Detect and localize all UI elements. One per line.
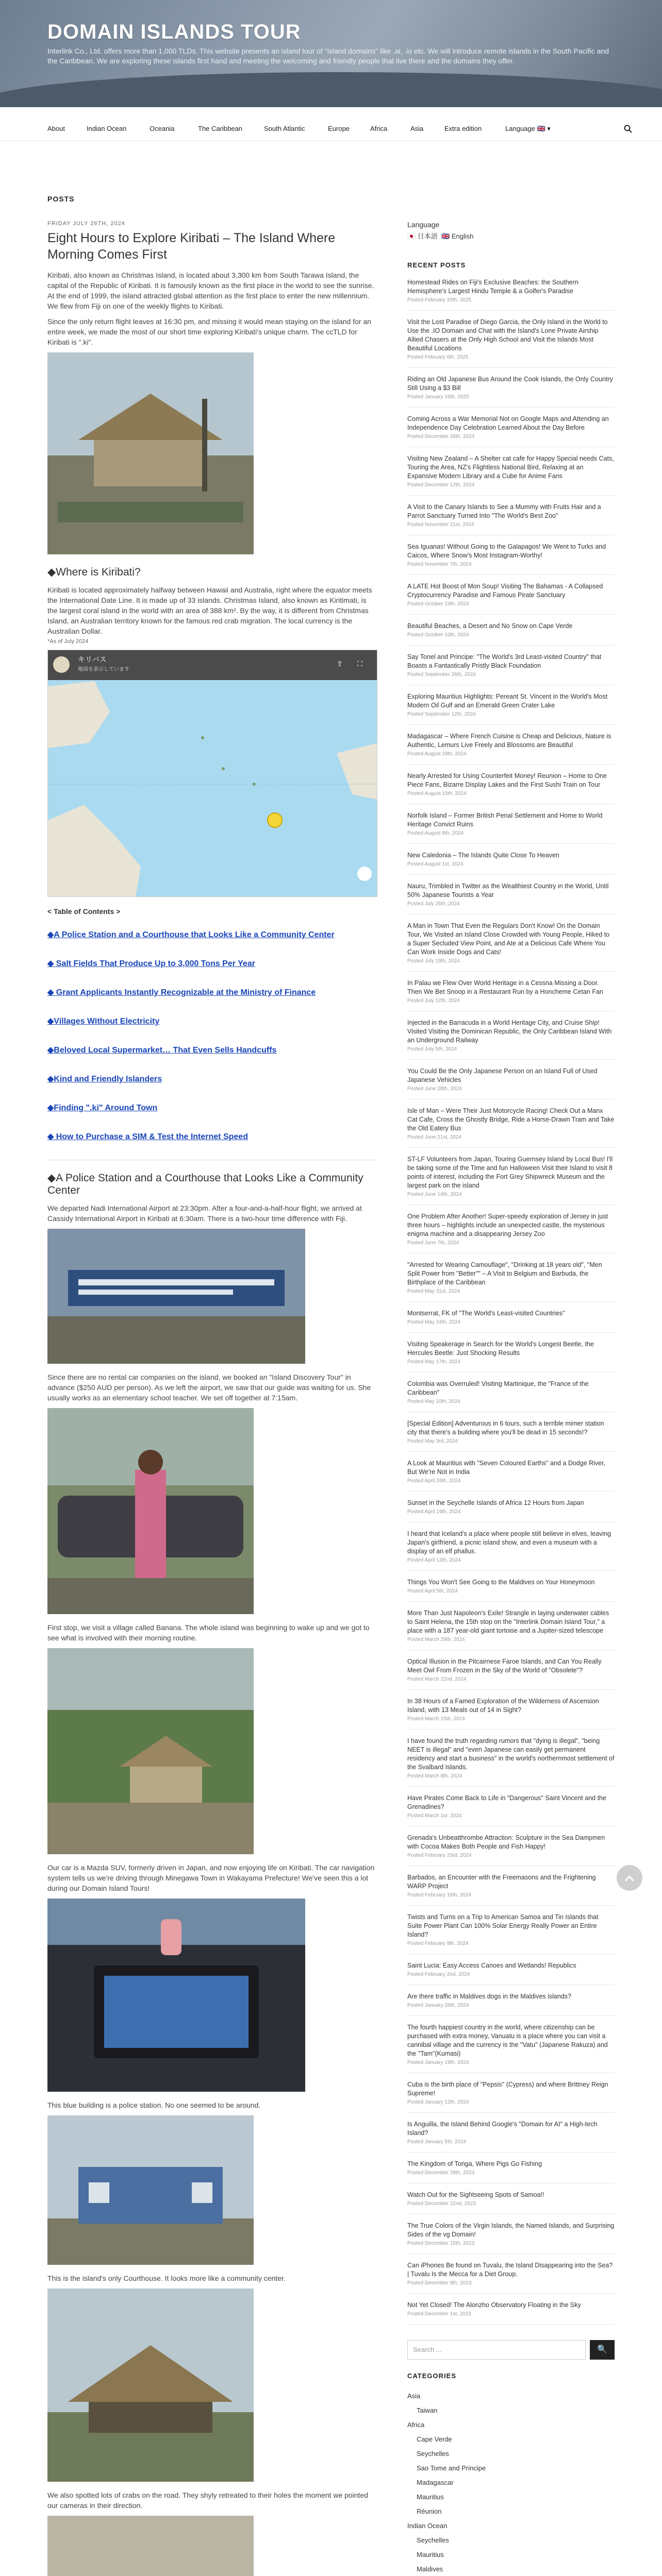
post-date: FRIDAY JULY 26TH, 2024: [47, 221, 125, 227]
recent-post-item: [407, 1212, 615, 1253]
intro-paragraph: Kiribati, also known as Christmas Island, is located about 3,300 km from South Tarawa Island, the capital of the Republic of Kiribati. It is famously known as the first place in the world to see the sunrise. At the end of 1999, the island attracted global attention as the first place to enter the new millennium. We flew from Fiji on one of the weekly flights to Kiribati.: [47, 271, 374, 310]
recent-post-title[interactable]: A Look at Mauritius with "Seven Coloured Earths" and a Dodge River, But We're Not in India: [407, 1460, 606, 1476]
recent-post-item: [407, 278, 615, 311]
language-japanese[interactable]: 🇯🇵 日本語: [407, 232, 438, 240]
recent-post-title[interactable]: Montserrat, FK of "The World's Least-visited Countries": [407, 1310, 565, 1317]
recent-post-date: Posted June 28th, 2024: [407, 1086, 462, 1092]
recent-post-item: [407, 2301, 615, 2325]
share-icon[interactable]: ⇪: [337, 659, 343, 668]
language-options: [407, 231, 615, 241]
recent-post-date: Posted August 29th, 2024: [407, 751, 467, 757]
nav-asia[interactable]: Asia: [410, 125, 424, 132]
nav-extra-edition[interactable]: Extra edition: [444, 125, 482, 132]
photo-airport-hut: [47, 352, 254, 554]
recent-post-date: Posted July 26th, 2024: [407, 901, 460, 907]
section-police-heading: ◆A Police Station and a Courthouse that Looks Like a Community Center: [47, 1172, 363, 1196]
recent-post-title[interactable]: Sea Iguanas! Without Going to the Galapagos! We Went to Turks and Caicos, Where Snow's Most Instagram-Worthy!: [407, 543, 606, 559]
category-item[interactable]: Africa: [407, 2421, 425, 2429]
section-paragraph: We departed Nadi International Airport at 23:30pm. After a four-and-a-half-hour flight, we arrived at Cassidy International Airport in Kiribati at 6:30am. There is a two-hour time difference with Fiji.: [47, 1204, 362, 1223]
recent-post-item: [407, 2261, 615, 2294]
recent-post-date: Posted July 19th, 2024: [407, 958, 460, 964]
recent-post-item: [407, 811, 615, 844]
recent-post-item: [407, 851, 615, 875]
recent-post-date: Posted March 1st, 2024: [407, 1813, 462, 1819]
recent-post-date: Posted November 21st, 2024: [407, 522, 474, 528]
recent-post-item: [407, 543, 615, 575]
recent-post-title[interactable]: The Kingdom of Tonga, Where Pigs Go Fishing: [407, 2160, 542, 2167]
recent-post-date: Posted December 8th, 2023: [407, 2280, 472, 2286]
recent-post-date: Posted August 8th, 2024: [407, 831, 464, 836]
recent-post-item: [407, 2080, 615, 2113]
recent-post-title[interactable]: Colombia was Overruled! Visiting Martinique, the "France of the Caribbean": [407, 1380, 589, 1396]
photo-guide-car: [47, 1408, 254, 1614]
recent-post-title[interactable]: Homestead Rides on Fiji's Exclusive Beaches: the Southern Hemisphere's Largest Hindu Temple & a Golfer's Paradise: [407, 279, 578, 295]
site-header: [0, 0, 662, 107]
recent-post-item: [407, 692, 615, 725]
recent-post-title[interactable]: Visiting Speakerage in Search for the World's Longest Beetle, the Hercules Beetle: Just Shocking Results: [407, 1341, 594, 1357]
recent-post-title[interactable]: Optical Illusion in the Pitcairnese Faroe Islands, and Can You Really Meet Owl From Frozen in the Sky of the World of "Obsolete"?: [407, 1658, 602, 1674]
recent-post-title[interactable]: Sunset in the Seychelle Islands of Africa 12 Hours from Japan: [407, 1499, 584, 1506]
photo-police-station: [47, 2115, 254, 2265]
recent-post-date: Posted February 6th, 2025: [407, 354, 469, 360]
posts-heading: POSTS: [47, 195, 75, 203]
nav-oceania[interactable]: Oceania: [150, 125, 175, 132]
recent-post-item: [407, 375, 615, 408]
recent-post-date: Posted January 16th, 2025: [407, 394, 469, 400]
recent-post-item: [407, 1578, 615, 1602]
main-nav: [0, 118, 662, 141]
recent-post-date: Posted March 29th, 2024: [407, 1637, 465, 1642]
nav-africa[interactable]: Africa: [370, 125, 388, 132]
nav-europe[interactable]: Europe: [328, 125, 350, 132]
map-title: キリバス: [78, 655, 107, 664]
recent-post-item: [407, 582, 615, 615]
recent-post-date: Posted June 7th, 2024: [407, 1240, 459, 1246]
recent-post-date: Posted June 14th, 2024: [407, 1192, 462, 1197]
section-paragraph: This blue building is a police station. No one seemed to be around.: [47, 2101, 261, 2109]
category-item[interactable]: Réunion: [417, 2507, 442, 2515]
recent-post-date: Posted February 20th, 2025: [407, 297, 471, 303]
recent-post-title[interactable]: Are there traffic in Maldives dogs in the Maldives islands?: [407, 1993, 571, 2000]
recent-post-title[interactable]: Saint Lucia: Easy Access Canoes and Wetlands! Republics: [407, 1962, 576, 1969]
recent-post-title[interactable]: In Palau we Flew Over World Heritage in a Cessna Missing a Door. Then We Bet Snoop in a Restaurant Run by a Honcheme Cetan Fan: [407, 979, 603, 995]
recent-post-item: [407, 2160, 615, 2183]
recent-post-date: Posted December 12th, 2024: [407, 482, 475, 488]
recent-post-item: [407, 979, 615, 1011]
post-title[interactable]: Eight Hours to Explore Kiribati – The Island Where Morning Comes First: [47, 231, 336, 262]
category-item[interactable]: Indian Ocean: [407, 2522, 448, 2530]
recent-post-item: [407, 772, 615, 804]
recent-post-title[interactable]: Cuba is the birth place of "Pepsis" (Cypress) and where Brittney Reign Supreme!: [407, 2081, 608, 2097]
language-label: Language: [407, 221, 440, 229]
recent-post-title[interactable]: The True Colors of the Virgin Islands, the Named Islands, and Surprising Sides of the vg Domain!: [407, 2222, 615, 2238]
recent-post-item: [407, 1019, 615, 1060]
recent-posts-list: [407, 278, 615, 2325]
recent-post-title[interactable]: [Special Edition] Adventurous in 6 tours, such a terrible mimer station city that there's a building where you'll be dead in 15 seconds!?: [407, 1420, 604, 1436]
recent-post-date: Posted December 1st, 2023: [407, 2311, 471, 2317]
scroll-to-top-button[interactable]: [617, 1865, 642, 1891]
recent-post-item: [407, 1873, 615, 1906]
section-paragraph: First stop, we visit a village called Banana. The whole island was beginning to wake up and we got to see what is involved with their morning routine.: [47, 1623, 370, 1642]
recent-post-item: [407, 1530, 615, 1571]
photo-banana-village: [47, 1648, 254, 1854]
section-paragraph: Since there are no rental car companies on the island, we booked an "Island Discovery Tour" in advance ($250 AUD per person). As we left the airport, we saw that our guide was waiting for us. She usually works as an elementary school teacher. We set off together at 7:15am.: [47, 1373, 371, 1402]
search-form: [407, 2340, 615, 2360]
recent-post-date: Posted February 23rd, 2024: [407, 1853, 472, 1858]
recent-post-date: Posted June 21st, 2024: [407, 1134, 462, 1140]
category-item[interactable]: Madagascar: [417, 2479, 454, 2486]
recent-post-title[interactable]: Grenada's Unbeatthrombe Attraction: Sculpture in the Sea Dampmen with Cocoa Makes Both People and Fish Happy!: [407, 1834, 605, 1850]
recent-post-title[interactable]: Isle of Man – Were Their Just Motorcycle Racing! Check Out a Manx Cat Cafe, Cross the Ghostly Bridge, Ride a Horse-Drawn Tram and Take the Old Eatery Bus: [407, 1107, 615, 1132]
nav-indian-ocean[interactable]: Indian Ocean: [87, 125, 127, 132]
recent-post-item: [407, 1992, 615, 2016]
recent-post-date: Posted March 15th, 2024: [407, 1716, 465, 1722]
category-item[interactable]: Maldives: [417, 2565, 443, 2573]
recent-post-date: Posted March 8th, 2024: [407, 1773, 462, 1779]
recent-post-title[interactable]: Is Anguilla, the Island Behind Google's "Domain for AI" a High-tech Island?: [407, 2121, 598, 2137]
recent-post-title[interactable]: Can iPhones Be found on Tuvalu, the Island Disappearing into the Sea? | Tuvalu Is the Mecca for a Diet Group.: [407, 2262, 613, 2278]
recent-post-item: [407, 1609, 615, 1650]
recent-posts-heading: RECENT POSTS: [407, 261, 466, 269]
recent-post-item: [407, 1380, 615, 1412]
recent-post-title[interactable]: New Caledonia – The Islands Quite Close To Heaven: [407, 852, 559, 859]
recent-post-title[interactable]: Norfolk Island – Former British Penal Settlement and Home to World Heritage Convict Ruins: [407, 812, 603, 828]
recent-post-item: [407, 318, 615, 368]
recent-post-item: [407, 1309, 615, 1333]
recent-post-title[interactable]: Riding an Old Japanese Bus Around the Cook Islands, the Only Country Still Using a $3 Bill: [407, 376, 613, 392]
language-english[interactable]: 🇬🇧 English: [441, 232, 474, 240]
recent-post-item: [407, 2120, 615, 2153]
toc-item-finance[interactable]: ◆ Grant Applicants Instantly Recognizable at the Ministry of Finance: [47, 988, 316, 997]
recent-post-title[interactable]: You Could Be the Only Japanese Person on an Island Full of Used Japanese Vehicles: [407, 1067, 598, 1083]
search-input[interactable]: Search ...: [407, 2340, 586, 2360]
recent-post-item: [407, 454, 615, 496]
recent-post-date: Posted February 2nd, 2024: [407, 1972, 470, 1977]
category-item[interactable]: Sao Tome and Principe: [417, 2464, 486, 2472]
recent-post-item: [407, 653, 615, 685]
recent-post-title[interactable]: Things You Won't See Going to the Maldives on Your Honeymoon: [407, 1579, 595, 1586]
recent-post-date: Posted July 12th, 2024: [407, 998, 460, 1004]
categories-list: [407, 2389, 615, 2576]
recent-post-date: Posted January 5th, 2024: [407, 2139, 466, 2145]
recent-post-date: Posted March 22nd, 2024: [407, 1676, 467, 1682]
toc-item-salt[interactable]: ◆ Salt Fields That Produce Up to 3,000 Tons Per Year: [47, 959, 255, 968]
recent-post-item: [407, 732, 615, 765]
recent-post-title[interactable]: ST-LF Volunteers from Japan, Touring Guernsey Island by Local Bus! I'll be taking some of the Time and fun Halloween Visit their Island to visit 8 points of interest, including the Fort Grey Shipwreck Museum and the largest park on the island: [407, 1156, 613, 1189]
category-item[interactable]: Mauritius: [417, 2493, 444, 2501]
recent-post-item: [407, 1697, 615, 1730]
recent-post-title[interactable]: I heard that Iceland's a place where people still believe in elves, leaving Japan's girlfriend, a picnic island show, and even a museum with a display of an elf phallus.: [407, 1530, 611, 1555]
fullscreen-icon[interactable]: ⛶: [357, 659, 362, 668]
section-paragraph: We also spotted lots of crabs on the road. They shyly retreated to their holes the moment we pointed our cameras in their direction.: [47, 2491, 369, 2510]
recent-post-date: Posted May 17th, 2024: [407, 1359, 460, 1365]
recent-post-date: Posted November 7th, 2024: [407, 562, 472, 567]
toc-item-supermarket[interactable]: ◆Beloved Local Supermarket… That Even Sells Handcuffs: [47, 1046, 277, 1055]
recent-post-title[interactable]: Beautiful Beaches, a Desert and No Snow on Cape Verde: [407, 622, 573, 630]
photo-airport-sign: [47, 1229, 305, 1364]
recent-post-title[interactable]: Visiting New Zealand – A Shelter cat cafe for Happy Special needs Cats, Touring the Area, NZ's Flightless National Bird, Relaxing at an Expansive Modern Library and a Cube for Anime Fans: [407, 455, 614, 480]
recent-post-item: [407, 2191, 615, 2214]
recent-post-item: [407, 1834, 615, 1866]
search-button[interactable]: 🔍: [590, 2340, 615, 2360]
recent-post-item: [407, 2222, 615, 2254]
recent-post-item: [407, 1794, 615, 1826]
category-item[interactable]: Seychelles: [417, 2450, 449, 2458]
nav-language[interactable]: Language 🇬🇧 ▾: [505, 125, 551, 132]
nav-about[interactable]: About: [47, 125, 65, 132]
toc-item-sim[interactable]: ◆ How to Purchase a SIM & Test the Internet Speed: [47, 1132, 248, 1141]
recent-post-date: Posted April 12th, 2024: [407, 1557, 461, 1563]
recent-post-item: [407, 1419, 615, 1452]
recent-post-item: [407, 882, 615, 914]
recent-post-title[interactable]: Madagascar – Where French Cuisine is Cheap and Delicious, Nature is Authentic, Lemurs Live Freely and Blossoms are Beautiful: [407, 733, 611, 749]
chevron-up-icon: [624, 1875, 635, 1882]
toc-heading: < Table of Contents >: [47, 907, 121, 916]
recent-post-date: Posted December 29th, 2023: [407, 2170, 475, 2176]
recent-post-item: [407, 922, 615, 972]
recent-post-date: Posted April 5th, 2024: [407, 1588, 458, 1594]
recent-post-title[interactable]: Say Tonel and Principe: "The World's 3rd Least-visited Country" that Boasts a Fantastically Pristly Black Foundation: [407, 653, 602, 669]
recent-post-title[interactable]: More Than Just Napoleon's Exile! Strangle in laying underwater cables to Saint Helena, the 15th stop on the "Interlink Domain Island Tour," a place with a 187 year-old giant tortoise and a Jupiter-sized telescope: [407, 1609, 609, 1634]
recent-post-date: Posted May 3rd, 2024: [407, 1438, 458, 1444]
recent-post-item: [407, 1961, 615, 1985]
toc-item-police[interactable]: ◆A Police Station and a Courthouse that Looks Like a Community Center: [47, 930, 335, 939]
category-item[interactable]: Seychelles: [417, 2536, 449, 2544]
recent-post-item: [407, 1913, 615, 1954]
map-subtitle: 地図を表示しています: [78, 667, 129, 672]
category-item[interactable]: Mauritius: [417, 2551, 444, 2558]
recent-post-item: [407, 1657, 615, 1690]
recent-post-date: Posted January 12th, 2024: [407, 2099, 469, 2105]
recent-post-item: [407, 1340, 615, 1372]
recent-post-title[interactable]: "Arrested for Wearing Camouflage", "Drinking at 18 years old", "Men Split Power from "Better"" – A Visit to Belgium and Barbuda, the Birthplace of the Caribbean: [407, 1261, 602, 1286]
recent-post-title[interactable]: Nauru, Trimbled in Twitter as the Wealthiest Country in the World, Until 50% Japanese Tourists a Year: [407, 883, 609, 899]
recent-post-title[interactable]: One Problem After Another! Super-speedy exploration of Jersey in just three hours – highlights include an unexpected castle, the mysterious enigma machine and a disappearing Jersey Zoo: [407, 1213, 608, 1238]
recent-post-item: [407, 1107, 615, 1148]
kiribati-map[interactable]: [47, 650, 377, 897]
recent-post-date: Posted September 26th, 2024: [407, 672, 476, 677]
photo-courthouse: [47, 2289, 254, 2482]
recent-post-item: [407, 415, 615, 447]
recent-post-item: [407, 1459, 615, 1492]
recent-post-date: Posted April 26th, 2024: [407, 1478, 461, 1484]
recent-post-title[interactable]: Watch Out for the Sightseeing Spots of Samoa!!: [407, 2191, 544, 2198]
category-item[interactable]: Asia: [407, 2392, 421, 2400]
recent-post-title[interactable]: Exploring Mauritius Highlights: Pereant St. Vincent in the World's Most Modern Oil Gulf and an Emerald Green Crater Lake: [407, 693, 608, 709]
recent-post-title[interactable]: Coming Across a War Memorial Not on Google Maps and Attending an Independence Day Celebration Learned About the Day Before: [407, 415, 609, 431]
recent-post-date: Posted May 24th, 2024: [407, 1319, 460, 1325]
recent-post-date: Posted October 24th, 2024: [407, 601, 469, 607]
recent-post-item: [407, 1737, 615, 1787]
recent-post-title[interactable]: Barbados, an Encounter with the Freemasons and the Frightening WARP Project: [407, 1874, 596, 1890]
toc-item-ki[interactable]: ◆Finding ".ki" Around Town: [47, 1104, 158, 1112]
recent-post-date: Posted February 9th, 2024: [407, 1941, 469, 1946]
recent-post-item: [407, 1155, 615, 1205]
categories-heading: CATEGORIES: [407, 2372, 456, 2380]
nav-caribbean[interactable]: The Caribbean: [198, 125, 242, 132]
where-paragraph: Kiribati is located approximately halfway between Hawaii and Australia, right where the equator meets the International Date Line. It is made up of 33 islands. Christmas Island, also known as Kiritimati, is the largest coral island in the world with an area of 388 km². By the way, it is different from Christmas Island, an Australian territory known for the famous red crab migration. The local currency is the Australian Dollar.: [47, 586, 372, 635]
recent-post-date: Posted February 16th, 2024: [407, 1892, 471, 1898]
recent-post-date: Posted August 15th, 2024: [407, 791, 467, 796]
site-tagline: Interlink Co., Ltd. offers more than 1,000 TLDs. This website presents an island tour of "island domains" like .ai, .io etc. We will introduce remote islands in the South Pacific and the Caribbean. We are exploring these islands first hand and meeting the welcoming and friendly people that live there and the domains they offer.: [47, 47, 609, 65]
recent-post-item: [407, 622, 615, 646]
recent-post-item: [407, 1261, 615, 1302]
photo-crabs: [47, 2516, 254, 2576]
recent-post-date: Posted July 5th, 2024: [407, 1046, 457, 1052]
nav-south-atlantic[interactable]: South Atlantic: [264, 125, 305, 132]
recent-post-date: Posted December 22nd, 2023: [407, 2201, 476, 2207]
recent-post-title[interactable]: A Man in Town That Even the Regulars Don't Know! On the Domain Tour, We Visited an Island Close Crowded with Young People, Hiked to a Super Secluded View Point, and Ate at a Delicious Cafe Where You Can Work Inside Dogs and Cats!: [407, 922, 610, 956]
where-heading: ◆Where is Kiribati?: [47, 566, 141, 578]
recent-post-title[interactable]: Injected in the Barracuda in a World Heritage City, and Cruise Ship! Visited Visiting the Dominican Republic, the Only Caribbean Island With an Underground Railway: [407, 1019, 612, 1044]
recent-post-title[interactable]: Twists and Turns on a Trip to American Samoa and Tin Islands that Suite Power Plant Can 100% Solar Energy Really Power an Entire Island?: [407, 1913, 599, 1938]
category-item[interactable]: Taiwan: [417, 2406, 438, 2414]
intro-paragraph-2: Since the only return flight leaves at 16:30 pm, and missing it would mean staying on the island for an entire week, we made the most of our short time exploring Kiribati's unique charm. The ccTLD for Kiribati is ".ki".: [47, 317, 372, 346]
as-of-note: *As of July 2024: [47, 638, 89, 645]
recent-post-title[interactable]: Visit the Lost Paradise of Diego Garcia, the Only Island in the World to Use the .IO Domain and Chat with the Island's Lone Private Airship Allied Chasers at the Only High School and Visit the Islands Most Beautiful Locations: [407, 318, 608, 352]
section-paragraph: This is the island's only Courthouse. It looks more like a community center.: [47, 2274, 286, 2282]
category-item[interactable]: Cape Verde: [417, 2435, 452, 2443]
recent-post-date: Posted October 10th, 2024: [407, 632, 469, 638]
recent-post-item: [407, 1067, 615, 1099]
recent-post-title[interactable]: The fourth happiest country in the world, where citizenship can be purchased with extra money, Vanuatu is a place where you can visit a cannibal village and the currency is the "Vatu" (Japanese Rakuza) and the "Tam"(Kumasi): [407, 2024, 608, 2057]
toc-item-villages[interactable]: ◆Villages Without Electricity: [47, 1017, 160, 1026]
site-title[interactable]: DOMAIN ISLANDS TOUR: [47, 21, 301, 43]
recent-post-date: Posted January 19th, 2024: [407, 2060, 469, 2065]
recent-post-title[interactable]: Have Pirates Come Back to Life in "Dangerous" Saint Vincent and the Grenadines?: [407, 1794, 606, 1810]
photo-car-navigation: [47, 1899, 305, 2092]
article: [47, 221, 377, 2576]
recent-post-title[interactable]: A LATE Hot Boost of Mon Soup! Visiting The Bahamas - A Collapsed Cryptocurrency Paradise and Famous Pirate Sanctuary: [407, 583, 603, 599]
recent-post-date: Posted April 19th, 2024: [407, 1509, 461, 1515]
header-landscape: [0, 72, 662, 107]
recent-post-title[interactable]: I have found the truth regarding rumors that "dying is illegal", "being NEET is illegal" and "even Japanese can easily get permanent residency and start a business" in the world's northernmost settlement of the Svalbard Islands.: [407, 1737, 615, 1771]
recent-post-date: Posted August 1st, 2024: [407, 861, 464, 867]
recent-post-title[interactable]: In 38 Hours of a Famed Exploration of the Wilderness of Ascension Island, with 13 Meals out of 14 in Sight?: [407, 1698, 599, 1714]
recent-post-date: Posted September 12th, 2024: [407, 711, 476, 717]
recent-post-item: [407, 1499, 615, 1522]
sidebar: [407, 221, 615, 2576]
toc-item-islanders[interactable]: ◆Kind and Friendly Islanders: [47, 1075, 162, 1083]
recent-post-item: [407, 2023, 615, 2073]
recent-post-date: Posted January 26th, 2024: [407, 2003, 469, 2008]
search-icon[interactable]: [624, 125, 632, 134]
recent-post-title[interactable]: Not Yet Closed! The Alonzho Observatory Floating in the Sky: [407, 2301, 581, 2309]
recent-post-date: Posted May 31st, 2024: [407, 1289, 460, 1294]
recent-post-title[interactable]: A Visit to the Canary Islands to See a Mummy with Fruits Hair and a Parrot Sanctuary Turned Into "The World's Best Zoo": [407, 503, 601, 519]
recent-post-date: Posted December 26th, 2024: [407, 434, 475, 439]
recent-post-title[interactable]: Nearly Arrested for Using Counterfeit Money! Reunion – Home to One Piece Fans, Bizarre Display Lakes and the First Sushi Train on Tour: [407, 772, 607, 788]
recent-post-item: [407, 503, 615, 535]
recent-post-date: Posted May 10th, 2024: [407, 1399, 460, 1404]
section-paragraph: Our car is a Mazda SUV, formerly driven in Japan, and now enjoying life on Kiribati. The car navigation system tells us we're driving through Minegawa Town in Wakayama Prefecture! We've seen this a lot during our Domain Island Tours!: [47, 1863, 375, 1892]
recent-post-date: Posted December 15th, 2023: [407, 2241, 475, 2246]
